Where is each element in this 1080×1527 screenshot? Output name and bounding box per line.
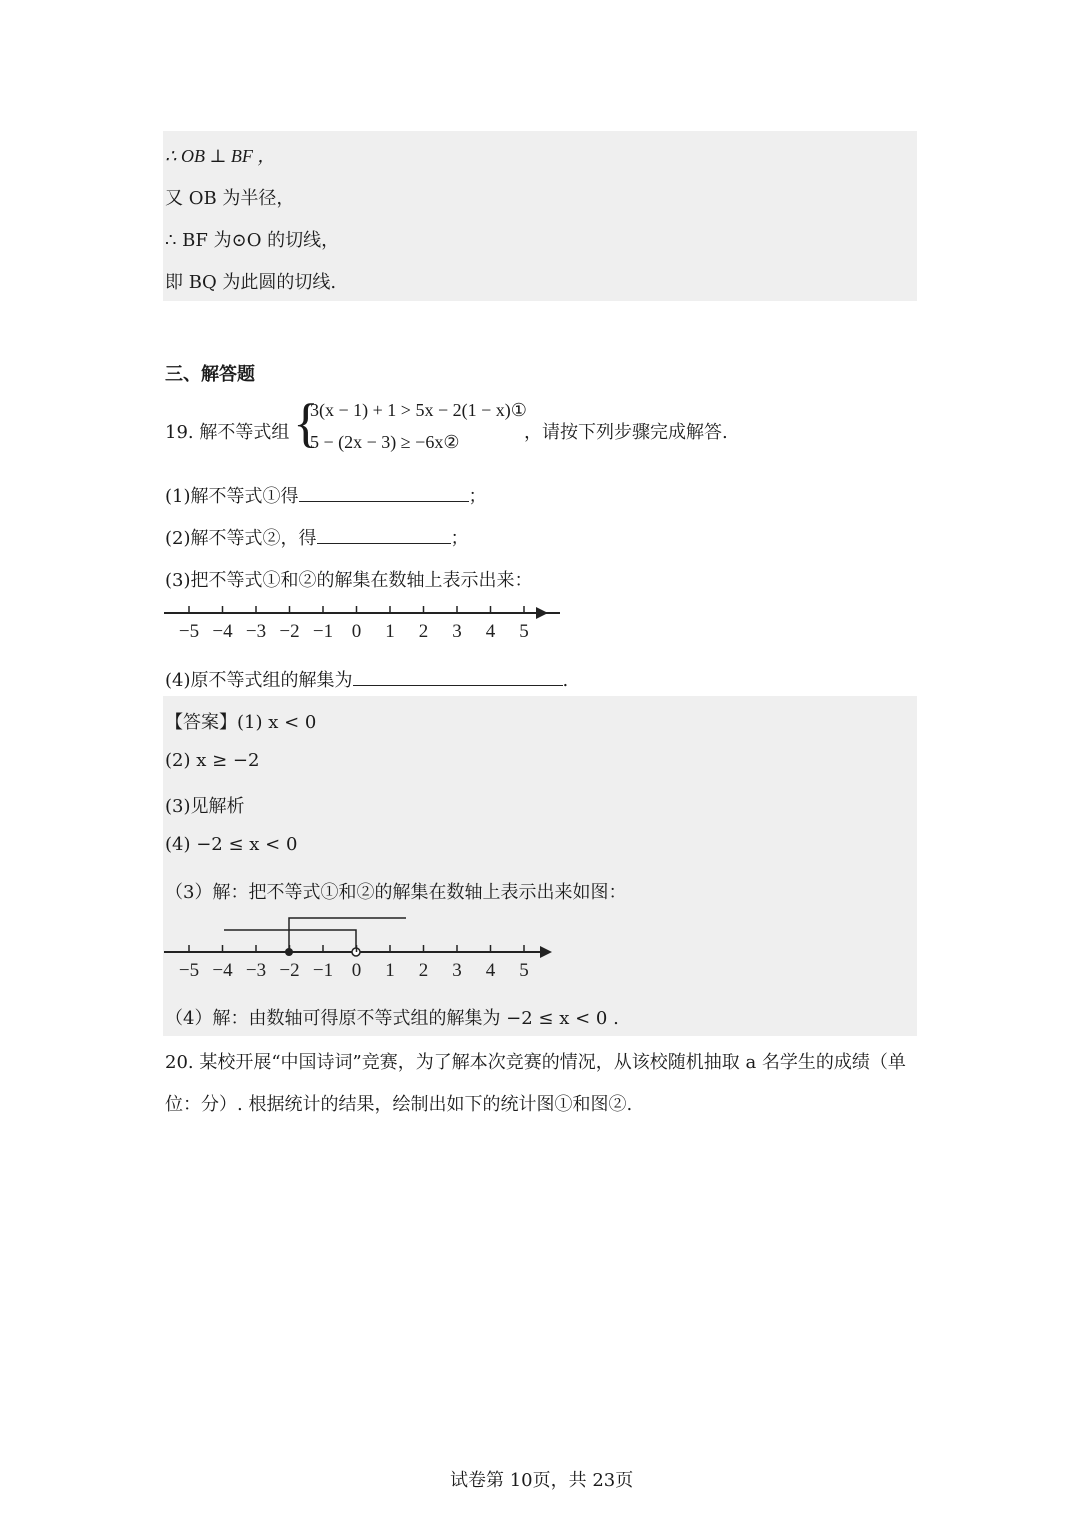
answer-3: (3)见解析 [165, 796, 245, 817]
proof-line-1: ∴ OB ⊥ BF ， [165, 146, 276, 166]
tick-label: 1 [385, 621, 395, 642]
system-brace: { [293, 393, 319, 453]
tick-label: −3 [245, 621, 267, 642]
q19-part-1 [165, 482, 487, 508]
tick-label: 0 [351, 960, 362, 981]
solution-set-x-ge-neg2 [289, 918, 406, 952]
q19-prefix: 19. 解不等式组 [165, 422, 290, 443]
tick-label: −1 [312, 621, 334, 642]
q19-part-3: (3)把不等式①和②的解集在数轴上表示出来： [165, 570, 533, 591]
arrow-head-icon [540, 946, 552, 958]
tick-label: 2 [418, 960, 429, 981]
solution-4: （4）解：由数轴可得原不等式组的解集为 −2 ≤ x < 0 . [165, 1008, 619, 1029]
arrow-head-icon [536, 607, 548, 619]
q20-line-2: 位：分）. 根据统计的结果，绘制出如下的统计图①和图②. [165, 1094, 633, 1115]
tick-label: −4 [212, 621, 233, 642]
tick-label: 3 [452, 960, 462, 981]
tick-label: 5 [519, 960, 529, 981]
tick-label: 3 [452, 621, 462, 642]
section-title: 三、解答题 [165, 364, 255, 385]
tick-label: −1 [312, 960, 334, 981]
proof-line-2: 又 OB 为半径， [165, 188, 295, 209]
q19-part-1-end: ； [468, 486, 487, 507]
q19-part-2-end: ； [450, 528, 469, 549]
number-line-solution [160, 910, 560, 986]
tick-label: 0 [351, 621, 362, 642]
q19-part-4-end: . [562, 670, 569, 691]
answer-label: 【答案】 [165, 712, 237, 733]
proof-line-3: ∴ BF 为⊙O 的切线， [165, 230, 340, 251]
solution-3: （3）解：把不等式①和②的解集在数轴上表示出来如图： [165, 882, 627, 903]
number-line-blank [160, 600, 560, 650]
tick-label: −5 [178, 621, 200, 642]
q19-part-2-blank [317, 525, 451, 544]
q19-part-2-text: (2)解不等式②，得 [165, 528, 317, 549]
proof-line-4: 即 BQ 为此圆的切线. [165, 272, 337, 293]
q19-part-1-blank [299, 483, 469, 502]
tick-label: −2 [279, 621, 300, 642]
q20-line-1: 20. 某校开展“中国诗词”竞赛，为了解本次竞赛的情况，从该校随机抽取 a 名学生的成绩（单 [165, 1052, 906, 1073]
q19-part-2 [165, 524, 469, 550]
q19-part-4 [165, 666, 568, 692]
answer-2: (2) x ≥ −2 [165, 750, 260, 771]
tick-label: −2 [279, 960, 300, 981]
q19-inequality-2: 5 − (2x − 3) ≥ −6x② [310, 432, 460, 452]
tick-label: −5 [178, 960, 200, 981]
q19-suffix: ，请按下列步骤完成解答. [524, 422, 728, 443]
tick-label: −4 [212, 960, 233, 981]
answer-1-text: (1) x < 0 [237, 712, 317, 733]
tick-label: 4 [485, 621, 496, 642]
q19-part-1-text: (1)解不等式①得 [165, 486, 299, 507]
tick-label: 1 [385, 960, 395, 981]
q19-part-4-text: (4)原不等式组的解集为 [165, 670, 353, 691]
answer-1 [165, 708, 316, 734]
q19-part-4-blank [353, 667, 563, 686]
page-footer: 试卷第 10页，共 23页 [450, 1470, 634, 1491]
q19-inequality-1: 3(x − 1) + 1 > 5x − 2(1 − x)① [310, 400, 527, 420]
tick-label: 4 [485, 960, 496, 981]
answer-4: (4) −2 ≤ x < 0 [165, 834, 298, 855]
tick-label: 5 [519, 621, 529, 642]
tick-label: −3 [245, 960, 267, 981]
tick-label: 2 [418, 621, 429, 642]
